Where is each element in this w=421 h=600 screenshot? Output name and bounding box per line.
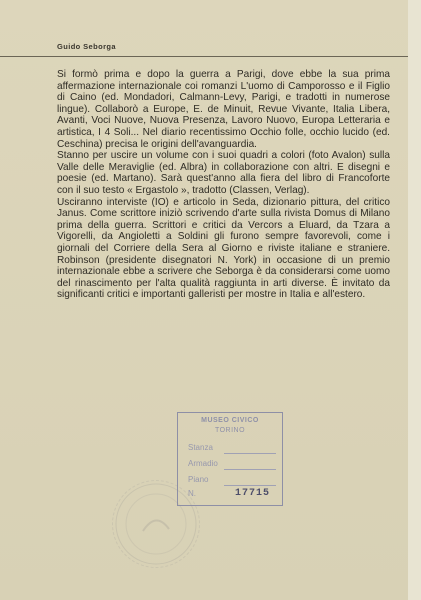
stamp-label: N. — [188, 489, 196, 498]
stamp-label: Piano — [188, 475, 209, 484]
stamp-line — [224, 485, 276, 486]
stamp-label: Stanza — [188, 443, 213, 452]
stamp-line — [224, 469, 276, 470]
embossed-seal — [112, 480, 200, 568]
running-header-author: Guido Seborga — [57, 42, 116, 51]
paragraph: Stanno per uscire un volume con i suoi quadri a colori (foto Avalon) sulla Valle delle Meraviglie (ed. Albra) in collaborazione con altri. E disegni e poesie (ed. Martano). Sarà quest'anno alla fiera del libro di Francoforte con il suo testo « Ergastolo », tradotto (Classen, Verlag). — [57, 150, 390, 196]
stamp-line — [224, 453, 276, 454]
stamp-label: Armadio — [188, 459, 218, 468]
paragraph: Usciranno interviste (IO) e articolo in Seda, dizionario pittura, del critico Janus. Come scrittore iniziò scrivendo d'arte sulla rivista Domus di Milano prima della guerra. Scrittori e critici da Vercors a Eluard, da Tzara a Vigorelli, da Angioletti a Soldini gli furono sempre favorevoli, come i giornali del Corriere della Sera al Giorno e riviste italiane e straniere. Robinson (presidente disegnatori N. York) in occasione di un premio internazionale ebbe a scrivere che Seborga è da considerarsi come uomo del rinascimento per l'alta qualità raggiunta in arti diverse. È invitato da significanti critici e importanti galleristi per mostre in Italia e all'estero. — [57, 196, 390, 301]
header-rule — [0, 56, 408, 57]
body-text — [57, 69, 390, 301]
stamp-inventory-number: 17715 — [235, 488, 271, 499]
stamp-title: MUSEO CIVICO — [201, 417, 259, 424]
page-edge — [408, 0, 421, 600]
paragraph: Si formò prima e dopo la guerra a Parigi, dove ebbe la sua prima affermazione internazionale coi romanzi L'uomo di Camporosso e il Figlio di Caino (ed. Mondadori, Calmann-Levy, Parigi, e tradotti in numerose lingue). Collaborò a Europe, E. de Minuit, Revue Vivante, Italia Libera, Avanti, Voci Nuove, Nuova Presenza, Lavoro Nuovo, Europa Letteraria e artistica, I 4 Soli... Nel diario recentissimo Occhio folle, occhio lucido (ed. Ceschina) precisa le origini dell'avanguardia. — [57, 69, 390, 150]
stamp-city: TORINO — [214, 427, 246, 434]
